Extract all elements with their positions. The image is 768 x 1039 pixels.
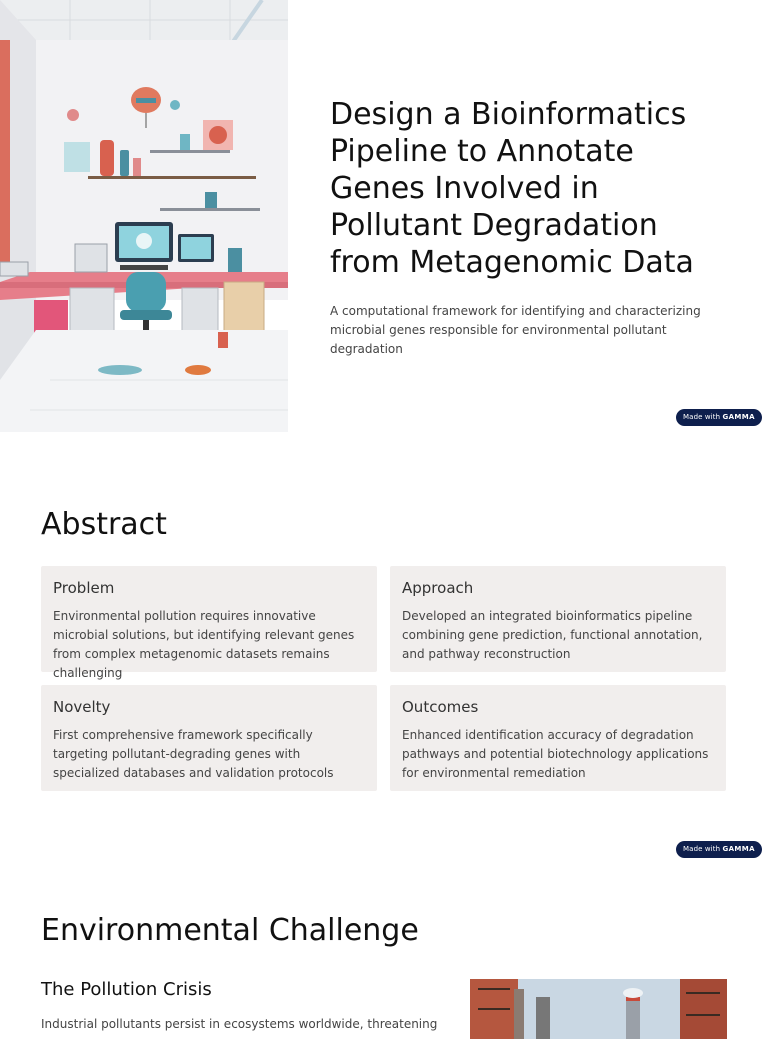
card-title: Outcomes <box>402 698 479 716</box>
card-text: Environmental pollution requires innovative microbial solutions, but identifying relevant genes from complex metagenomic datasets remains challenging <box>53 609 355 680</box>
abstract-card-problem <box>41 566 377 680</box>
hero-section <box>0 0 768 432</box>
card-text: Developed an integrated bioinformatics pipeline combining gene prediction, functional annotation, and pathway reconstruction <box>402 609 703 661</box>
made-with-gamma-badge[interactable] <box>676 841 762 858</box>
page-subtitle: A computational framework for identifying and characterizing microbial genes responsible for environmental pollutant degradation <box>330 304 701 356</box>
abstract-card-approach <box>390 566 726 672</box>
card-text: Enhanced identification accuracy of degradation pathways and potential biotechnology applications for environmental remediation <box>402 728 709 780</box>
made-with-gamma-badge[interactable] <box>676 409 762 426</box>
pollution-crisis-heading: The Pollution Crisis <box>41 979 212 1000</box>
abstract-card-novelty <box>41 685 377 791</box>
card-title: Problem <box>53 579 115 597</box>
lab-illustration <box>0 0 288 432</box>
abstract-card-outcomes <box>390 685 726 791</box>
card-title: Approach <box>402 579 474 597</box>
badge-prefix: Made with <box>683 413 721 421</box>
card-title: Novelty <box>53 698 111 716</box>
abstract-heading: Abstract <box>41 507 167 542</box>
badge-prefix: Made with <box>683 845 721 853</box>
page-title: Design a Bioinformatics Pipeline to Annotate Genes Involved in Pollutant Degradation from Metagenomic Data <box>330 97 694 280</box>
industrial-image <box>470 979 727 1039</box>
card-text: First comprehensive framework specifically targeting pollutant-degrading genes with specialized databases and validation protocols <box>53 728 334 780</box>
badge-brand: GAMMA <box>722 413 755 421</box>
pollution-crisis-text: Industrial pollutants persist in ecosystems worldwide, threatening <box>41 1017 438 1031</box>
environmental-challenge-heading: Environmental Challenge <box>41 913 419 948</box>
badge-brand: GAMMA <box>722 845 755 853</box>
